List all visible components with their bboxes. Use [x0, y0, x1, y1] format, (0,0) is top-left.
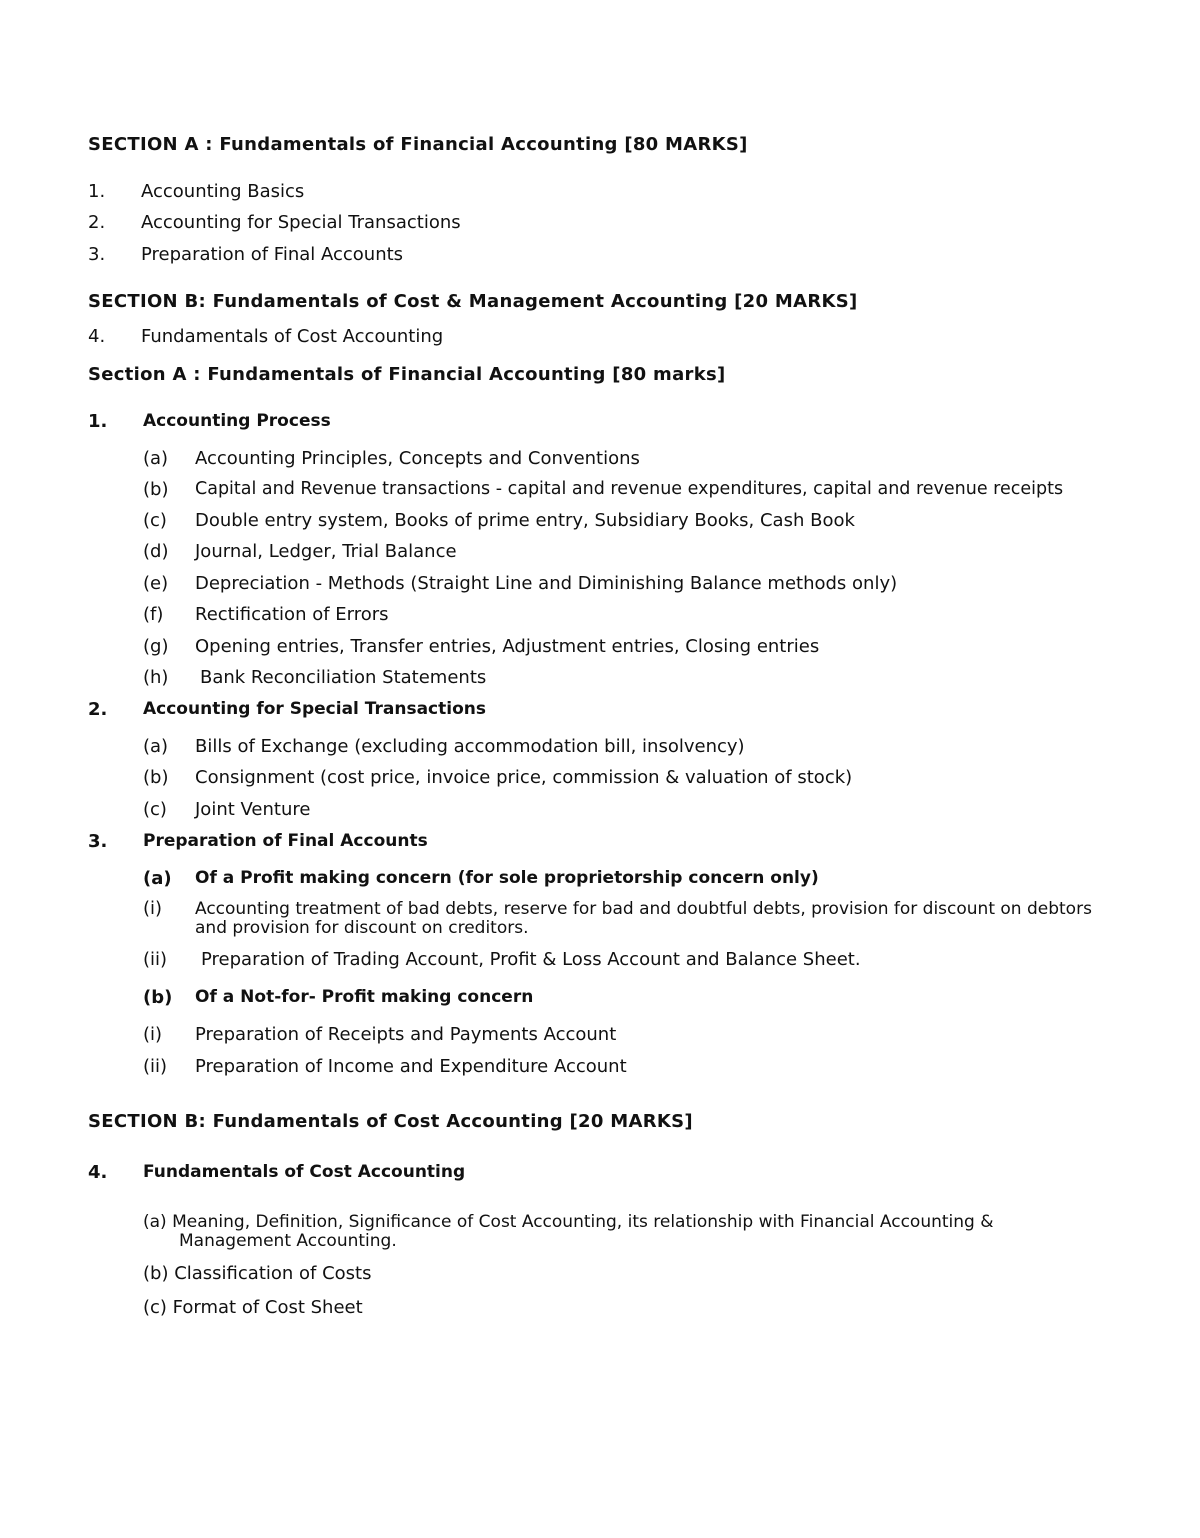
item-label: (e): [143, 573, 169, 594]
item-text: Depreciation - Methods (Straight Line and Diminishing Balance methods only): [195, 573, 898, 594]
item-label: (h): [143, 667, 169, 688]
overview-item-number: 4.: [88, 326, 106, 347]
overview-section-a-title: SECTION A : Fundamentals of Financial Accounting [80 MARKS]: [88, 134, 748, 155]
overview-item-text: Accounting for Special Transactions: [141, 212, 461, 233]
item-text: Preparation of Income and Expenditure Account: [195, 1056, 627, 1077]
topic-number: 1.: [88, 411, 108, 432]
item-label: (a): [143, 448, 169, 469]
item-text: Journal, Ledger, Trial Balance: [195, 541, 457, 562]
item-label: (f): [143, 604, 164, 625]
overview-section-b-title: SECTION B: Fundamentals of Cost & Management Accounting [20 MARKS]: [88, 291, 858, 312]
item-text: Accounting treatment of bad debts, reserve for bad and doubtful debts, provision for discount on debtors and provision for discount on creditors.: [195, 899, 1092, 938]
item-text: Joint Venture: [195, 799, 311, 820]
item-label: (ii): [143, 1056, 168, 1077]
topic-number: 2.: [88, 699, 108, 720]
item-text: Preparation of Receipts and Payments Account: [195, 1024, 617, 1045]
item-label: (b): [143, 767, 169, 788]
topic-title: Preparation of Final Accounts: [143, 831, 428, 851]
overview-item-number: 1.: [88, 181, 106, 202]
topic-number: 3.: [88, 831, 108, 852]
item-text: (b) Classification of Costs: [143, 1263, 372, 1284]
item-text: Opening entries, Transfer entries, Adjustment entries, Closing entries: [195, 636, 820, 657]
item-label: (ii): [143, 949, 168, 970]
item-text: Capital and Revenue transactions - capital and revenue expenditures, capital and revenue receipts: [195, 479, 1064, 499]
item-text: (a) Meaning, Definition, Significance of Cost Accounting, its relationship with Financial Accounting & Management Accounting.: [143, 1212, 994, 1251]
item-text: Rectification of Errors: [195, 604, 389, 625]
item-text: Bills of Exchange (excluding accommodation bill, insolvency): [195, 736, 745, 757]
part-label: (a): [143, 868, 172, 889]
item-label: (d): [143, 541, 169, 562]
item-text: Preparation of Trading Account, Profit & Loss Account and Balance Sheet.: [201, 949, 861, 970]
part-title: Of a Profit making concern (for sole proprietorship concern only): [195, 868, 819, 888]
item-label: (i): [143, 1024, 163, 1045]
overview-item-number: 3.: [88, 244, 106, 265]
item-text: (c) Format of Cost Sheet: [143, 1297, 363, 1318]
part-title: Of a Not-for- Profit making concern: [195, 987, 534, 1007]
item-label: (g): [143, 636, 169, 657]
detail-section-a-title: Section A : Fundamentals of Financial Accounting [80 marks]: [88, 364, 726, 385]
item-label: (a): [143, 736, 169, 757]
item-text: Consignment (cost price, invoice price, commission & valuation of stock): [195, 767, 853, 788]
item-label: (c): [143, 510, 167, 531]
item-text: Bank Reconciliation Statements: [200, 667, 487, 688]
topic-title: Accounting for Special Transactions: [143, 699, 486, 719]
item-label: (b): [143, 479, 169, 500]
item-text: Double entry system, Books of prime entry, Subsidiary Books, Cash Book: [195, 510, 855, 531]
item-text: Accounting Principles, Concepts and Conventions: [195, 448, 640, 469]
part-label: (b): [143, 987, 173, 1008]
item-label: (i): [143, 898, 163, 919]
detail-section-b-title: SECTION B: Fundamentals of Cost Accounting [20 MARKS]: [88, 1111, 693, 1132]
overview-item-number: 2.: [88, 212, 106, 233]
topic-title: Accounting Process: [143, 411, 331, 431]
topic-title: Fundamentals of Cost Accounting: [143, 1162, 466, 1182]
overview-item-text: Fundamentals of Cost Accounting: [141, 326, 444, 347]
topic-number: 4.: [88, 1162, 108, 1183]
overview-item-text: Accounting Basics: [141, 181, 305, 202]
item-label: (c): [143, 799, 167, 820]
overview-item-text: Preparation of Final Accounts: [141, 244, 404, 265]
